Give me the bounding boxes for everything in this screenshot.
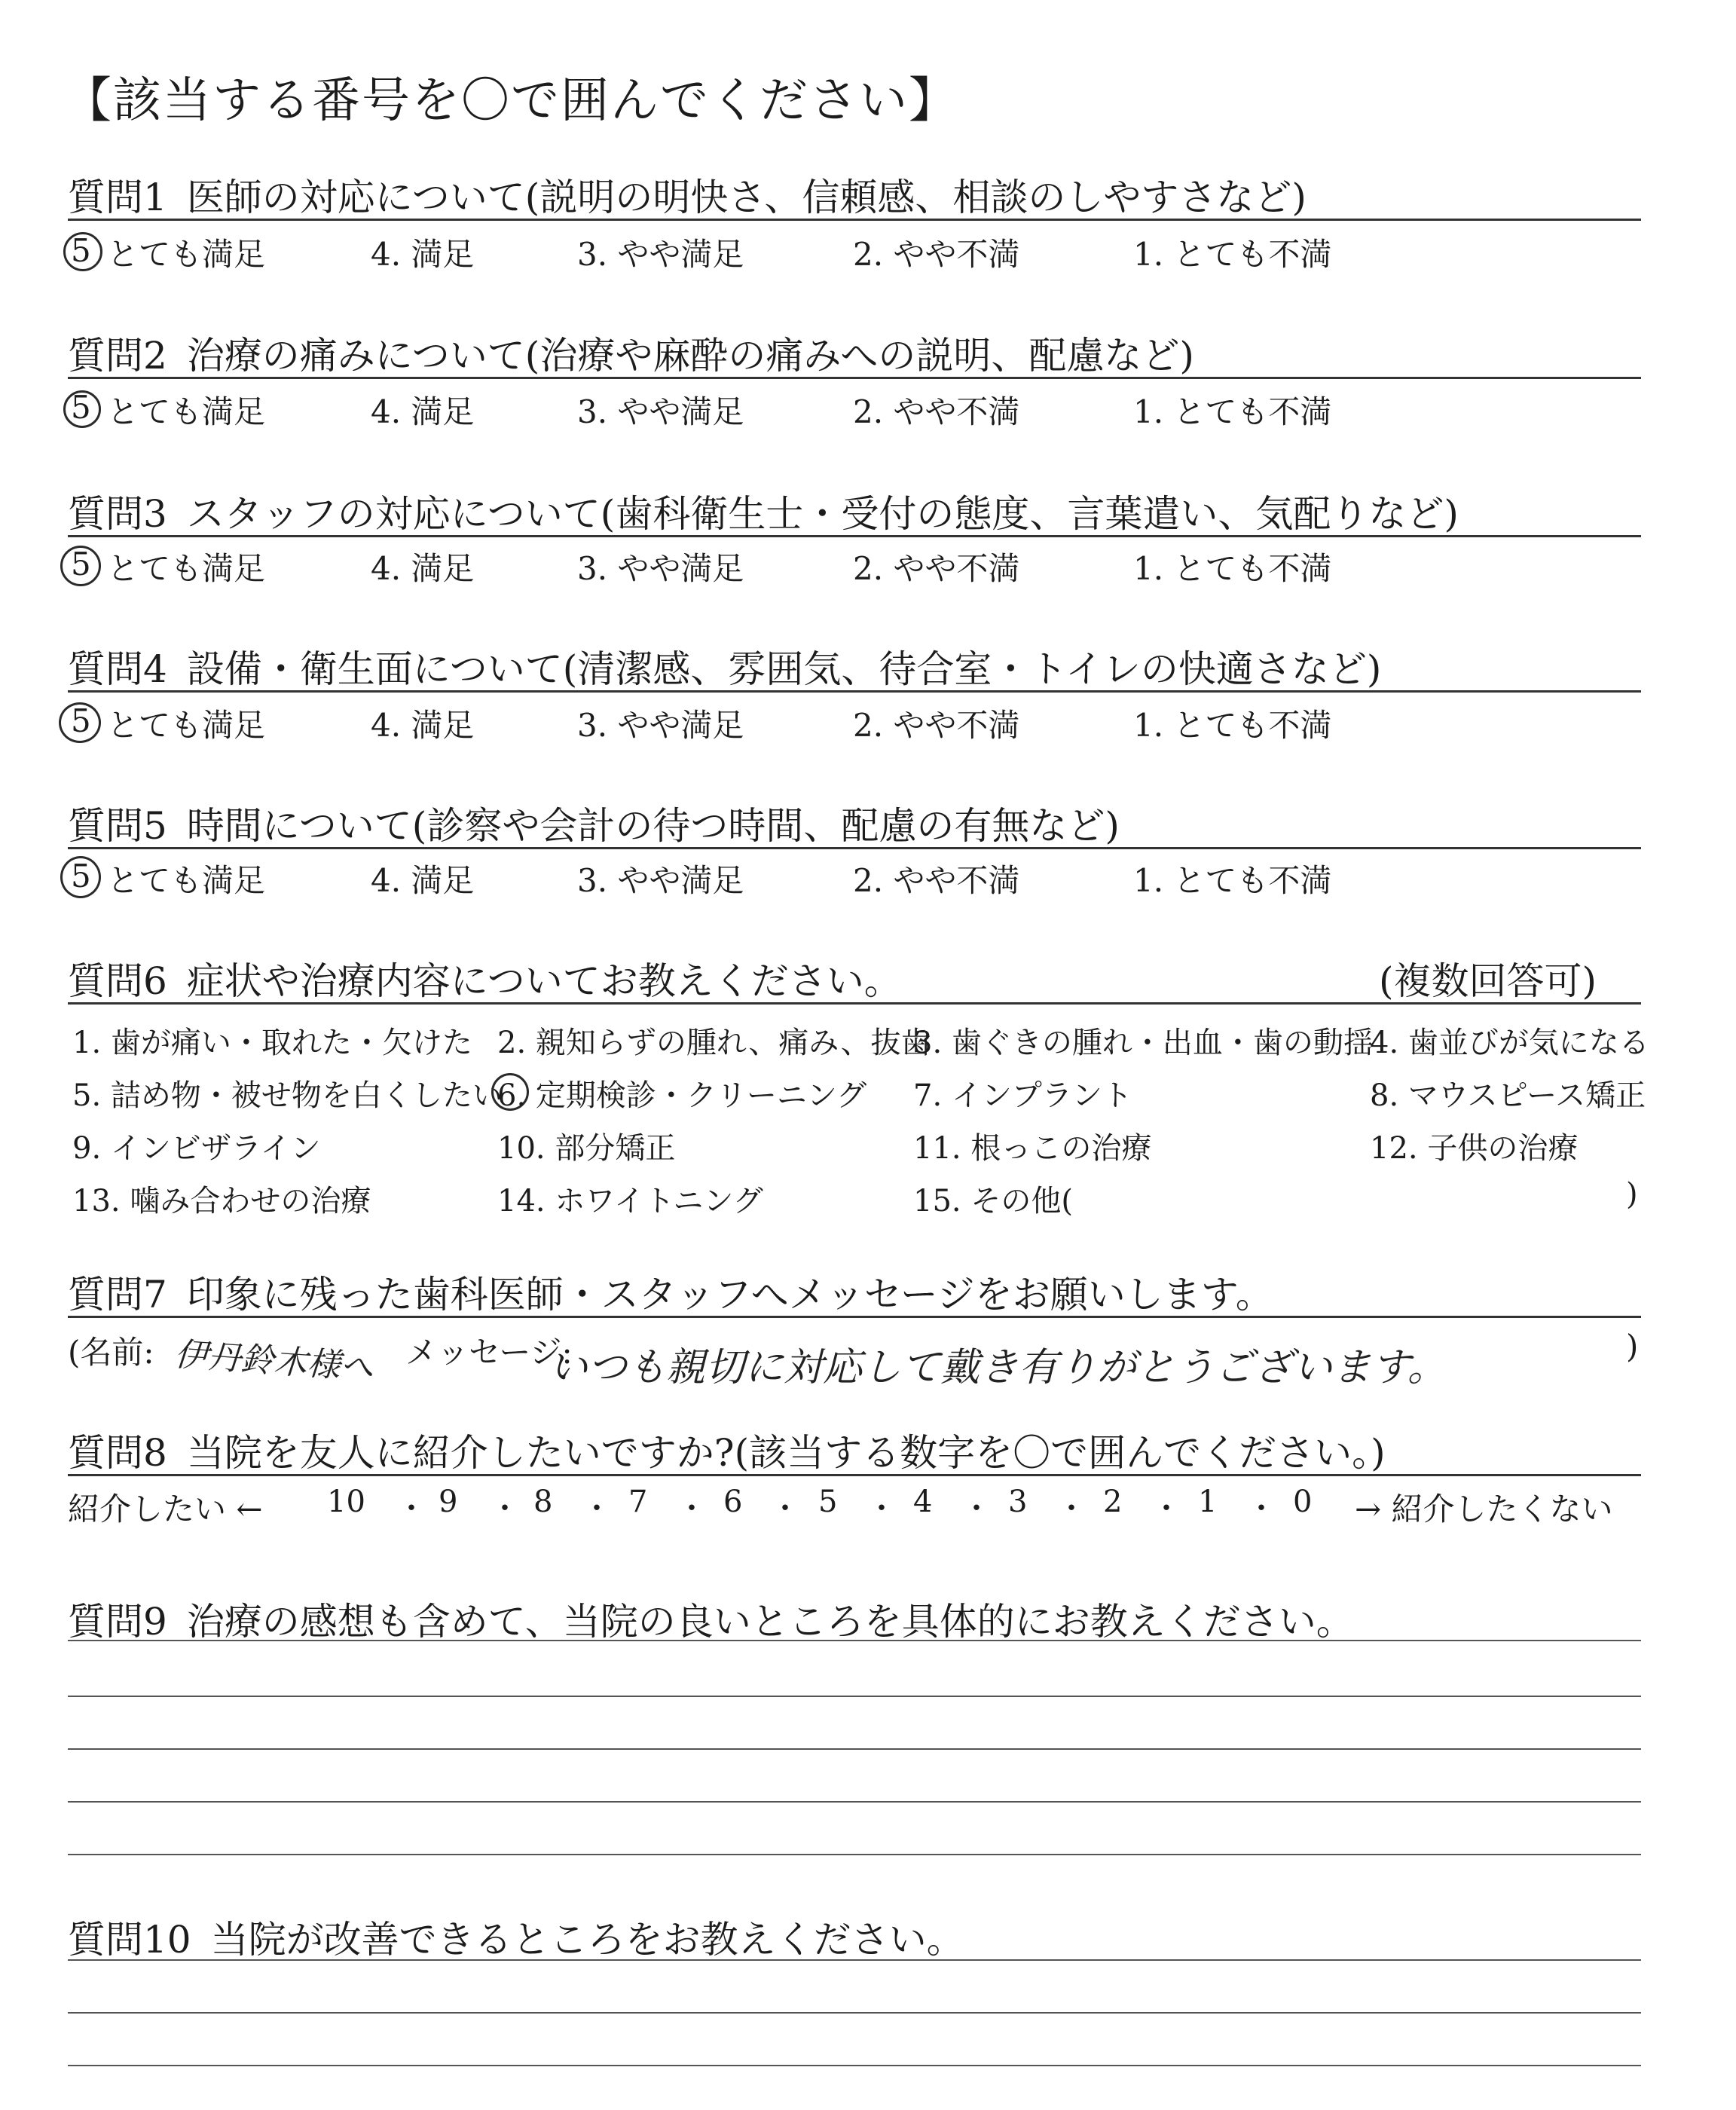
question-8-text: 当院を友人に紹介したいですか?(該当する数字を〇で囲んでください。) (186, 1431, 1386, 1475)
question-3-text: スタッフの対応について(歯科衛生士・受付の態度、言葉遣い、気配りなど) (186, 492, 1459, 536)
q8-scale-dot: ・ (866, 1491, 897, 1526)
q7-message-handwritten[interactable]: いつも親切に対応して戴き有りがとうございます。 (549, 1345, 1447, 1390)
question-8-rule (68, 1474, 1641, 1476)
q5-option-4[interactable]: 4. 満足 (371, 862, 475, 899)
q6-item-11[interactable]: 11. 根っこの治療 (913, 1131, 1152, 1166)
question-2-text: 治療の痛みについて(治療や麻酔の痛みへの説明、配慮など) (186, 334, 1194, 378)
q8-scale-9[interactable]: 9 (439, 1485, 458, 1519)
question-10-heading (68, 1910, 964, 1964)
q6-item-4[interactable]: 4. 歯並びが気になる (1370, 1026, 1649, 1060)
q8-scale-2[interactable]: 2 (1103, 1485, 1123, 1519)
q10-answer-line[interactable] (68, 1959, 1641, 1961)
question-1-number: 質問1 (68, 176, 167, 219)
question-1-rule (68, 219, 1641, 221)
q8-scale-dot: ・ (1151, 1491, 1181, 1526)
q4-option-3[interactable]: 3. やや満足 (577, 707, 744, 744)
q8-right-label: → 紹介したくない (1355, 1491, 1613, 1527)
question-6-text: 症状や治療内容についてお教えください。 (186, 959, 902, 1003)
q10-answer-line[interactable] (68, 2065, 1641, 2066)
q1-option-5[interactable]: とても満足 (107, 236, 266, 273)
q2-option-3[interactable]: 3. やや満足 (577, 393, 744, 430)
q8-scale-dot: ・ (396, 1491, 426, 1526)
q3-option-5-number[interactable]: 5 (71, 546, 91, 583)
question-4-rule (68, 690, 1641, 693)
question-7-text: 印象に残った歯科医師・スタッフへメッセージをお願いします。 (186, 1273, 1273, 1316)
question-9-text: 治療の感想も含めて、当院の良いところを具体的にお教えください。 (186, 1600, 1354, 1644)
q8-scale-dot: ・ (582, 1491, 612, 1526)
q4-option-2[interactable]: 2. やや不満 (853, 707, 1020, 744)
q8-scale-5[interactable]: 5 (818, 1485, 838, 1519)
question-3-number: 質問3 (68, 492, 167, 536)
q8-scale-7[interactable]: 7 (628, 1485, 648, 1519)
question-8-heading (68, 1423, 1386, 1477)
q3-option-2[interactable]: 2. やや不満 (853, 550, 1020, 587)
q2-option-2[interactable]: 2. やや不満 (853, 393, 1020, 430)
q6-item-6[interactable]: 6. 定期検診・クリーニング (497, 1078, 867, 1113)
q5-option-1[interactable]: 1. とても不満 (1133, 862, 1332, 899)
q8-left-label: 紹介したい ← (68, 1491, 263, 1527)
q1-option-2[interactable]: 2. やや不満 (853, 236, 1020, 273)
q3-option-1[interactable]: 1. とても不満 (1133, 550, 1332, 587)
q5-option-5[interactable]: とても満足 (107, 862, 266, 899)
question-5-text: 時間について(診察や会計の待つ時間、配慮の有無など) (186, 804, 1120, 848)
q8-scale-4[interactable]: 4 (913, 1485, 933, 1519)
q8-scale-0[interactable]: 0 (1293, 1485, 1313, 1519)
q2-option-4[interactable]: 4. 満足 (371, 393, 475, 430)
q6-item-10[interactable]: 10. 部分矯正 (497, 1131, 676, 1166)
q6-item-8[interactable]: 8. マウスピース矯正 (1370, 1078, 1646, 1113)
question-7-number: 質問7 (68, 1273, 167, 1316)
question-10-text: 当院が改善できるところをお教えください。 (210, 1918, 964, 1962)
q6-item-7[interactable]: 7. インプラント (913, 1078, 1132, 1113)
question-1-heading (68, 167, 1307, 222)
question-3-heading (68, 484, 1459, 538)
q8-scale-10[interactable]: 10 (327, 1485, 365, 1519)
question-5-rule (68, 847, 1641, 849)
question-6-note: (複数回答可) (1379, 959, 1597, 1003)
q3-option-3[interactable]: 3. やや満足 (577, 550, 744, 587)
question-2-number: 質問2 (68, 334, 167, 378)
question-9-heading (68, 1592, 1354, 1646)
question-3-rule (68, 535, 1641, 537)
question-2-heading (68, 326, 1194, 380)
question-5-heading (68, 796, 1120, 850)
q7-message-label: メッセージ: (405, 1334, 573, 1371)
question-6-heading (68, 951, 902, 1005)
question-2-rule (68, 377, 1641, 379)
q10-answer-line[interactable] (68, 2012, 1641, 2014)
q6-item-15-close: ) (1626, 1177, 1638, 1212)
q8-scale-8[interactable]: 8 (533, 1485, 553, 1519)
q4-option-1[interactable]: 1. とても不満 (1133, 707, 1332, 744)
q8-scale-dot: ・ (677, 1491, 707, 1526)
q5-option-2[interactable]: 2. やや不満 (853, 862, 1020, 899)
question-10-number: 質問10 (68, 1918, 191, 1962)
q8-scale-dot: ・ (1246, 1491, 1276, 1526)
question-6-rule (68, 1002, 1641, 1005)
q1-option-4[interactable]: 4. 満足 (371, 236, 475, 273)
question-4-heading (68, 639, 1381, 693)
q6-item-12[interactable]: 12. 子供の治療 (1370, 1131, 1579, 1166)
q3-option-4[interactable]: 4. 満足 (371, 550, 475, 587)
q3-option-5[interactable]: とても満足 (107, 550, 266, 587)
q6-item-3[interactable]: 3. 歯ぐきの腫れ・出血・歯の動揺 (913, 1026, 1374, 1060)
q8-scale-dot: ・ (490, 1491, 520, 1526)
q9-answer-line[interactable] (68, 1854, 1641, 1855)
q6-item-9[interactable]: 9. インビザライン (72, 1131, 321, 1166)
q7-name-label: (名前: (68, 1334, 154, 1371)
q4-option-4[interactable]: 4. 満足 (371, 707, 475, 744)
q9-answer-line[interactable] (68, 1801, 1641, 1803)
q6-item-1[interactable]: 1. 歯が痛い・取れた・欠けた (72, 1026, 472, 1060)
q5-option-3[interactable]: 3. やや満足 (577, 862, 744, 899)
question-1-text: 医師の対応について(説明の明快さ、信頼感、相談のしやすさなど) (186, 176, 1307, 219)
q2-option-1[interactable]: 1. とても不満 (1133, 393, 1332, 430)
form-title: 【該当する番号を〇で囲んでください】 (63, 73, 958, 129)
q9-answer-line[interactable] (68, 1748, 1641, 1750)
question-4-number: 質問4 (68, 647, 167, 691)
question-7-rule (68, 1316, 1641, 1318)
q6-item-13[interactable]: 13. 噛み合わせの治療 (72, 1184, 371, 1219)
q2-option-5[interactable]: とても満足 (107, 393, 266, 430)
question-5-number: 質問5 (68, 804, 167, 848)
q8-scale-1[interactable]: 1 (1198, 1485, 1218, 1519)
q9-answer-line[interactable] (68, 1640, 1641, 1641)
q4-option-5-number[interactable]: 5 (71, 702, 91, 739)
q5-option-5-number[interactable]: 5 (71, 858, 91, 894)
question-8-number: 質問8 (68, 1431, 167, 1475)
q4-option-5[interactable]: とても満足 (107, 707, 266, 744)
question-6-number: 質問6 (68, 959, 167, 1003)
question-9-number: 質問9 (68, 1600, 167, 1644)
q1-option-3[interactable]: 3. やや満足 (577, 236, 744, 273)
q8-scale-dot: ・ (770, 1491, 800, 1526)
q7-name-handwritten[interactable]: 伊丹鈴木様へ (173, 1335, 375, 1388)
q6-item-14[interactable]: 14. ホワイトニング (497, 1184, 763, 1219)
q8-scale-dot: ・ (1056, 1491, 1087, 1526)
q8-scale-6[interactable]: 6 (723, 1485, 743, 1519)
q8-scale-3[interactable]: 3 (1008, 1485, 1028, 1519)
q2-option-5-number[interactable]: 5 (71, 389, 91, 426)
q6-item-5[interactable]: 5. 詰め物・被せ物を白くしたい (72, 1078, 503, 1113)
q6-item-15[interactable]: 15. その他( (913, 1184, 1073, 1219)
question-7-heading (68, 1264, 1273, 1319)
q6-item-2[interactable]: 2. 親知らずの腫れ、痛み、抜歯 (497, 1026, 931, 1060)
q7-close-paren: ) (1626, 1328, 1639, 1365)
q1-option-1[interactable]: 1. とても不満 (1133, 236, 1332, 273)
q1-option-5-number[interactable]: 5 (71, 232, 91, 269)
q8-scale-dot: ・ (961, 1491, 992, 1526)
q9-answer-line[interactable] (68, 1696, 1641, 1697)
question-4-text: 設備・衛生面について(清潔感、雰囲気、待合室・トイレの快適さなど) (186, 647, 1382, 691)
